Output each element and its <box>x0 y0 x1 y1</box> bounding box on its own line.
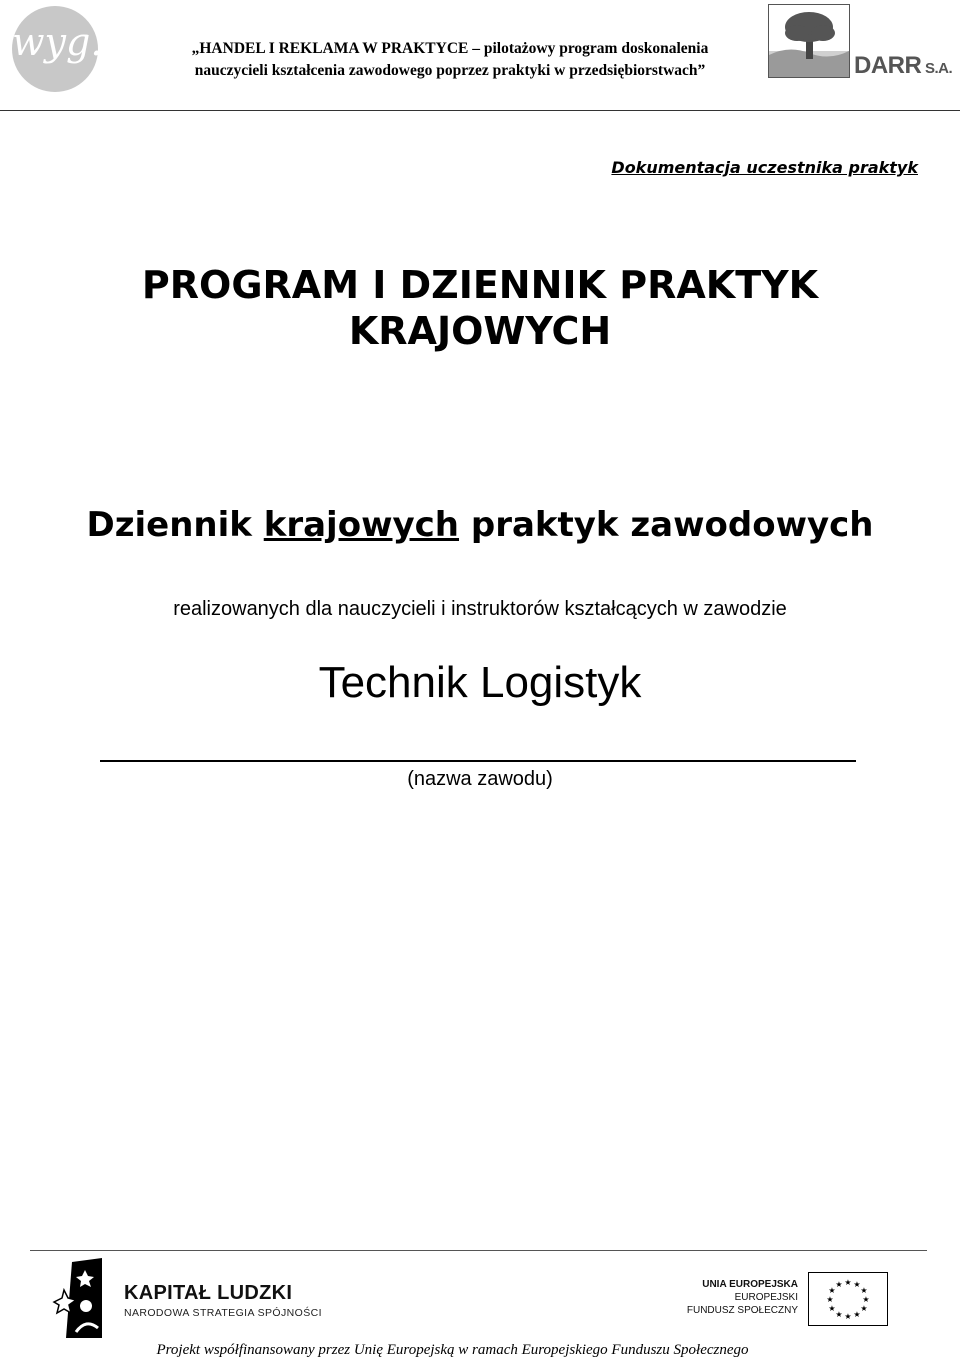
document-title-line2: KRAJOWYCH <box>348 309 612 353</box>
document-title <box>0 262 960 354</box>
subtitle-part3: praktyk zawodowych <box>459 505 874 545</box>
eu-fund-text <box>640 1278 798 1317</box>
svg-text:★: ★ <box>862 1295 870 1304</box>
kapital-ludzki-subtitle: NARODOWA STRATEGIA SPÓJNOŚCI <box>124 1307 322 1319</box>
svg-text:★: ★ <box>860 1304 868 1313</box>
wyg-logo-text: wyg. <box>12 20 103 64</box>
kapital-ludzki-icon <box>52 1258 108 1340</box>
eu-stars-icon <box>809 1273 887 1325</box>
document-subtitle <box>0 505 960 545</box>
svg-text:★: ★ <box>844 1278 852 1287</box>
svg-text:★: ★ <box>844 1312 852 1321</box>
darr-tree-logo <box>768 4 850 78</box>
kapital-ludzki-title: KAPITAŁ LUDZKI <box>124 1282 293 1304</box>
svg-text:★: ★ <box>860 1286 868 1295</box>
profession-caption: (nazwa zawodu) <box>407 768 553 790</box>
subtitle-part1: Dziennik <box>86 505 264 545</box>
footer-divider <box>30 1250 927 1251</box>
subtitle-underlined: krajowych <box>263 505 460 545</box>
svg-text:★: ★ <box>835 1280 843 1289</box>
description-text: realizowanych dla nauczycieli i instruktorów kształcących w zawodzie <box>173 598 787 620</box>
svg-text:★: ★ <box>826 1295 834 1304</box>
eu-line1: UNIA EUROPEJSKA <box>702 1279 798 1290</box>
wyg-logo <box>12 6 103 92</box>
document-title-line1: PROGRAM I DZIENNIK PRAKTYK <box>141 263 819 307</box>
svg-text:★: ★ <box>835 1310 843 1319</box>
footer-cofinancing-note: Projekt współfinansowany przez Unię Europejską w ramach Europejskiego Funduszu Społecznego <box>156 1342 749 1358</box>
document-label: Dokumentacja uczestnika praktyk <box>611 158 918 177</box>
tree-icon <box>769 5 849 77</box>
darr-logo-suffix: S.A. <box>921 60 953 77</box>
project-header-line1: „HANDEL I REKLAMA W PRAKTYCE – pilotażowy program doskonalenia <box>191 40 709 57</box>
project-header <box>150 38 750 82</box>
eu-line2: EUROPEJSKI <box>734 1292 798 1303</box>
svg-text:★: ★ <box>853 1280 861 1289</box>
svg-text:★: ★ <box>828 1286 836 1295</box>
darr-logo-text <box>854 52 952 80</box>
eu-line3: FUNDUSZ SPOŁECZNY <box>686 1305 798 1316</box>
svg-text:★: ★ <box>828 1304 836 1313</box>
eu-flag <box>808 1272 888 1326</box>
header-divider <box>0 110 960 111</box>
profession-underline <box>100 760 856 762</box>
svg-text:★: ★ <box>853 1310 861 1319</box>
profession-name: Technik Logistyk <box>318 658 642 707</box>
kapital-ludzki-emblem <box>52 1258 108 1340</box>
darr-logo-main: DARR <box>854 52 922 79</box>
project-header-line2: nauczycieli kształcenia zawodowego poprzez praktyki w przedsiębiorstwach” <box>194 62 706 79</box>
